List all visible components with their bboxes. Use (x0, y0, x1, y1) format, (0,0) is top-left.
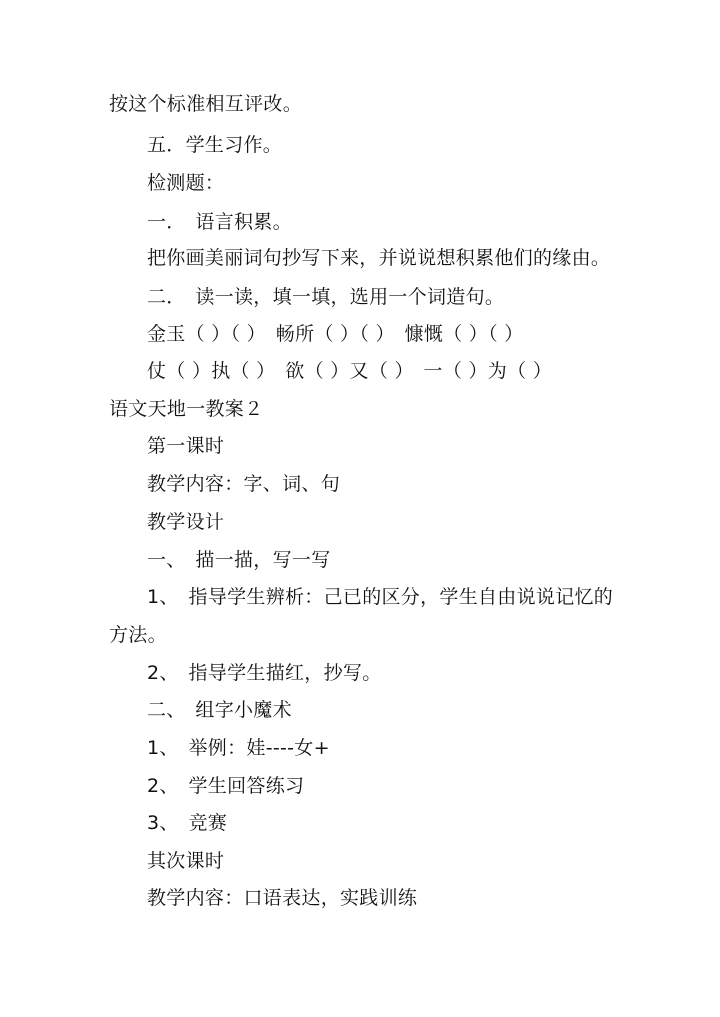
text-line: 把你画美丽词句抄写下来，并说说想积累他们的缘由。 (147, 247, 611, 269)
section-heading: 五．学生习作。 (147, 134, 283, 156)
text-line: 其次课时 (147, 850, 225, 872)
text-line: 教学内容：字、词、句 (147, 473, 341, 495)
text-line: 第一课时 (147, 435, 225, 457)
text-line: 二、 组字小魔术 (147, 699, 292, 721)
text-line: 教学设计 (147, 511, 225, 533)
text-line: 按这个标准相互评改。 (109, 93, 303, 115)
text-line: 教学内容：口语表达，实践训练 (147, 887, 418, 909)
section-title: 语文天地一教案２ (109, 398, 264, 420)
text-line: 检测题： (147, 172, 225, 194)
text-line: 一、 描一描，写一写 (147, 549, 331, 571)
text-line: 一． 语言积累。 (147, 211, 292, 233)
text-line: 2、 指导学生描红，抄写。 (147, 662, 382, 684)
text-line: 3、 竞赛 (147, 812, 228, 834)
text-line: 2、 学生回答练习 (147, 775, 305, 797)
text-line: 金玉（ ）（ ） 畅所（ ）（ ） 慷慨（ ）（ ） (147, 323, 524, 345)
text-line: 方法。 (109, 624, 167, 646)
text-line: 1、 举例：娃----女+ (147, 737, 330, 759)
text-line: 1、 指导学生辨析：己已的区分，学生自由说说记忆的 (147, 586, 614, 608)
text-line: 仗（ ）执（ ） 欲（ ）又（ ） 一（ ）为（ ） (147, 360, 553, 382)
text-line: 二． 读一读，填一填，选用一个词造句。 (147, 286, 505, 308)
